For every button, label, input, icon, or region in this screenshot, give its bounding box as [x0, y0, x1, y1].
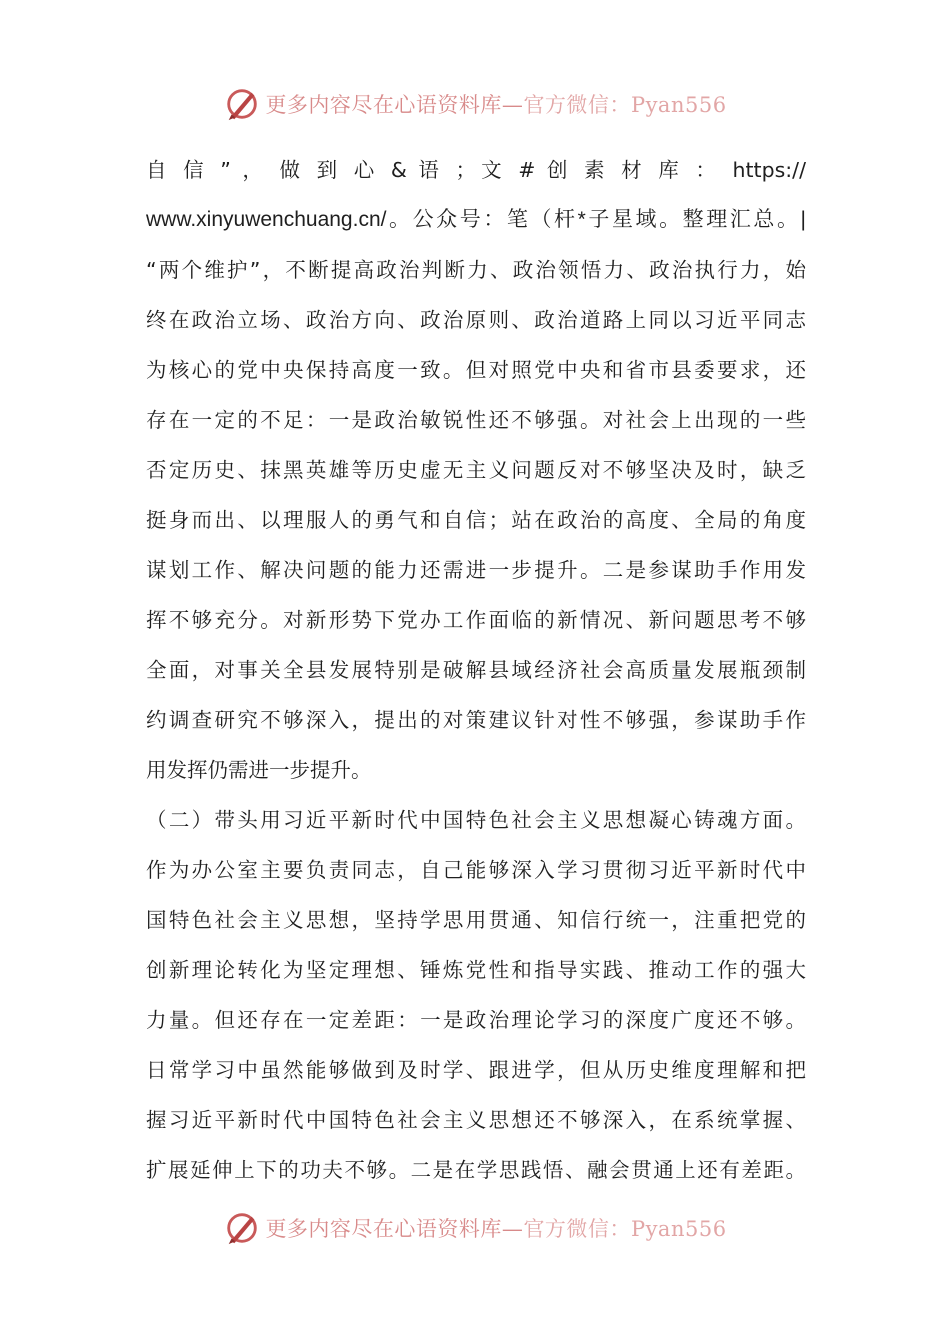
text-line: 挺身而出、以理服人的勇气和自信；站在政治的高度、全局的角度: [146, 508, 806, 532]
text-line: 作为办公室主要负责同志，自己能够深入学习贯彻习近平新时代中: [146, 858, 806, 882]
text-line: 存在一定的不足：一是政治敏锐性还不够强。对社会上出现的一些: [146, 408, 806, 432]
text-line: 谋划工作、解决问题的能力还需进一步提升。二是参谋助手作用发: [146, 558, 806, 582]
text-line: 否定历史、抹黑英雄等历史虚无主义问题反对不够坚决及时，缺乏: [146, 458, 806, 482]
text-line: 约调查研究不够深入，提出的对策建议针对性不够强，参谋助手作: [146, 708, 806, 732]
banner-title: 更多内容尽在心语资料库—官方微信：Pyan556: [265, 93, 727, 117]
pen-logo-icon: [223, 85, 261, 123]
header-banner: [0, 84, 950, 124]
footer-banner: [0, 1208, 950, 1248]
text-line: “两个维护”，不断提高政治判断力、政治领悟力、政治执行力，始: [146, 258, 806, 282]
text-line: 日常学习中虽然能够做到及时学、跟进学，但从历史维度理解和把: [146, 1058, 806, 1082]
text-line: 为核心的党中央保持高度一致。但对照党中央和省市县委要求，还: [146, 358, 806, 382]
section-heading: （二）带头用习近平新时代中国特色社会主义思想凝心铸魂方面。: [146, 808, 806, 832]
banner-title: 更多内容尽在心语资料库—官方微信：Pyan556: [265, 1217, 727, 1241]
text-line: 国特色社会主义思想，坚持学思用贯通、知信行统一，注重把党的: [146, 908, 806, 932]
pen-logo-icon: [223, 1209, 261, 1247]
text-line: 力量。但还存在一定差距：一是政治理论学习的深度广度还不够。: [146, 1008, 806, 1032]
text-line: 创新理论转化为坚定理想、锤炼党性和指导实践、推动工作的强大: [146, 958, 806, 982]
text-line: 用发挥仍需进一步提升。: [146, 758, 372, 782]
text-line: www.xinyuwenchuang.cn/。公众号：笔（杆*子星域。整理汇总。|: [146, 208, 806, 231]
text-line: 握习近平新时代中国特色社会主义思想还不够深入，在系统掌握、: [146, 1108, 806, 1132]
text-line: 终在政治立场、政治方向、政治原则、政治道路上同以习近平同志: [146, 308, 806, 332]
text-line: 全面，对事关全县发展特别是破解县域经济社会高质量发展瓶颈制: [146, 658, 806, 682]
text-line: 自 信 ” ， 做 到 心 & 语 ；文 # 创 素 材 库 ： https://: [146, 158, 806, 182]
text-line: 扩展延伸上下的功夫不够。二是在学思践悟、融会贯通上还有差距。: [146, 1158, 806, 1182]
text-line: 挥不够充分。对新形势下党办工作面临的新情况、新问题思考不够: [146, 608, 806, 632]
document-body: [146, 145, 806, 1195]
